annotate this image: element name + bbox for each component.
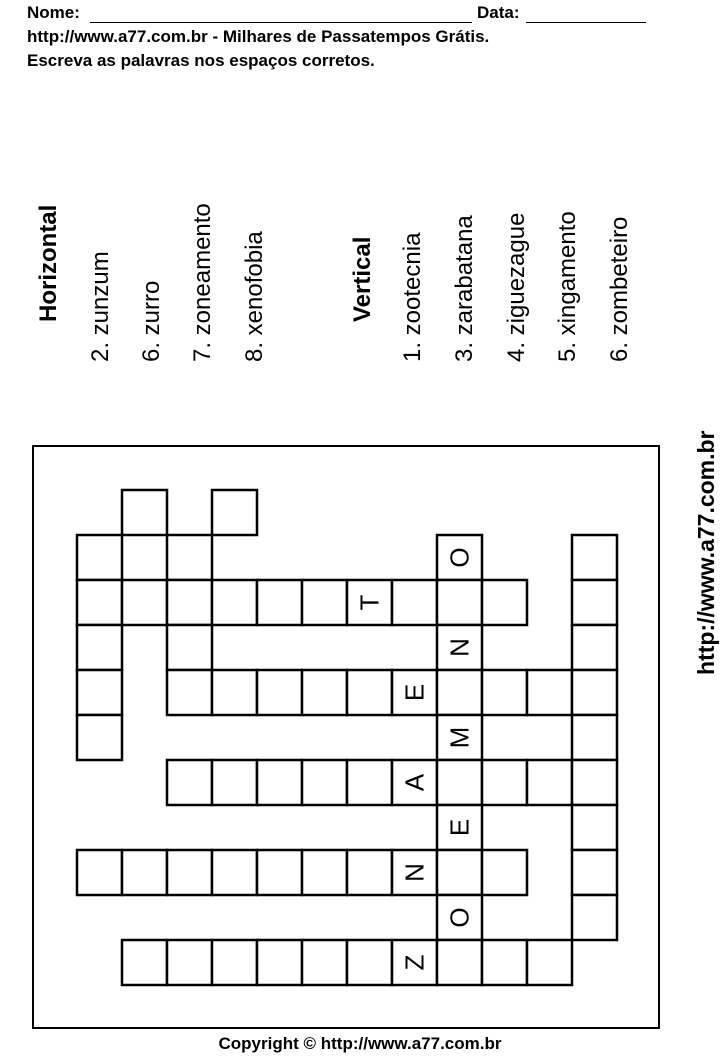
date-label: Data: (477, 3, 520, 22)
crossword-cell[interactable] (302, 940, 347, 985)
crossword-cell[interactable] (77, 625, 122, 670)
vertical-clue: 3. zarabatana (451, 215, 478, 362)
crossword-cell[interactable] (122, 580, 167, 625)
given-letter: Z (399, 954, 430, 971)
crossword-cell[interactable] (572, 670, 617, 715)
crossword-cell[interactable] (212, 760, 257, 805)
vertical-clues-title: Vertical (349, 236, 376, 322)
crossword-cell[interactable] (437, 940, 482, 985)
vertical-clue: 4. ziguezague (503, 212, 530, 362)
crossword-cell[interactable] (572, 535, 617, 580)
crossword-cell[interactable] (437, 670, 482, 715)
crossword-cell[interactable] (122, 940, 167, 985)
horizontal-clue: 6. zurro (138, 280, 165, 362)
crossword-cell[interactable] (392, 580, 437, 625)
crossword-cell[interactable] (572, 625, 617, 670)
crossword-cell[interactable] (257, 940, 302, 985)
crossword-cell[interactable] (347, 760, 392, 805)
crossword-cell[interactable] (257, 670, 302, 715)
crossword-cell[interactable] (212, 670, 257, 715)
horizontal-clues-title: Horizontal (35, 204, 62, 322)
side-url: http://www.a77.com.br (693, 430, 719, 675)
crossword-cell[interactable] (572, 805, 617, 850)
given-letter: O (444, 907, 475, 928)
crossword-cell[interactable] (527, 760, 572, 805)
crossword-cell[interactable] (122, 490, 167, 535)
crossword-cell[interactable] (482, 760, 527, 805)
crossword-cell[interactable] (482, 850, 527, 895)
crossword-cell[interactable] (347, 670, 392, 715)
crossword-cell[interactable] (347, 940, 392, 985)
given-letter: N (444, 638, 475, 657)
horizontal-clue: 2. zunzum (87, 251, 114, 362)
crossword-cell[interactable] (572, 895, 617, 940)
crossword-cell[interactable] (572, 850, 617, 895)
crossword-cell[interactable] (302, 670, 347, 715)
given-letter: T (354, 594, 385, 611)
crossword-cell[interactable] (482, 670, 527, 715)
crossword-cell[interactable] (302, 580, 347, 625)
vertical-clue: 1. zootecnia (399, 232, 426, 362)
crossword-cell[interactable] (167, 940, 212, 985)
crossword-cell[interactable] (77, 670, 122, 715)
crossword-cell[interactable] (167, 760, 212, 805)
crossword-cell[interactable] (572, 715, 617, 760)
crossword-cell[interactable] (167, 850, 212, 895)
crossword-cell[interactable] (77, 535, 122, 580)
crossword-cell[interactable] (437, 580, 482, 625)
given-letter: E (399, 683, 430, 702)
crossword-cell[interactable] (572, 580, 617, 625)
crossword-cell[interactable] (122, 850, 167, 895)
crossword-cell[interactable] (167, 580, 212, 625)
crossword-cell[interactable] (77, 715, 122, 760)
crossword-cell[interactable] (257, 760, 302, 805)
crossword-cell[interactable] (167, 535, 212, 580)
name-label: Nome: (27, 3, 80, 22)
given-letter: N (399, 863, 430, 882)
site-tagline: http://www.a77.com.br - Milhares de Passatempos Grátis. (27, 27, 490, 46)
horizontal-clue: 8. xenofobia (241, 231, 268, 362)
given-letter: O (444, 547, 475, 568)
crossword-cell[interactable] (167, 625, 212, 670)
given-letter: A (399, 773, 430, 792)
horizontal-clue: 7. zoneamento (189, 203, 216, 362)
crossword-cell[interactable] (437, 760, 482, 805)
crossword-cell[interactable] (482, 940, 527, 985)
crossword-cell[interactable] (212, 850, 257, 895)
crossword-cell[interactable] (167, 670, 212, 715)
crossword-cell[interactable] (572, 760, 617, 805)
crossword-cell[interactable] (527, 670, 572, 715)
vertical-clue: 6. zombeteiro (606, 216, 633, 362)
crossword-cell[interactable] (212, 940, 257, 985)
vertical-clue: 5. xingamento (554, 211, 581, 362)
crossword-cell[interactable] (302, 850, 347, 895)
given-letter: E (444, 818, 475, 837)
given-letter: M (444, 726, 475, 749)
crossword-cell[interactable] (437, 850, 482, 895)
crossword-cell[interactable] (302, 760, 347, 805)
crossword-cell[interactable] (527, 940, 572, 985)
crossword-cell[interactable] (212, 580, 257, 625)
crossword-cell[interactable] (77, 580, 122, 625)
crossword-cell[interactable] (482, 580, 527, 625)
crossword-cell[interactable] (257, 580, 302, 625)
copyright: Copyright © http://www.a77.com.br (218, 1034, 502, 1053)
instructions: Escreva as palavras nos espaços corretos. (27, 51, 375, 70)
crossword-cell[interactable] (212, 490, 257, 535)
crossword-cell[interactable] (257, 850, 302, 895)
crossword-cell[interactable] (77, 850, 122, 895)
crossword-cell[interactable] (347, 850, 392, 895)
